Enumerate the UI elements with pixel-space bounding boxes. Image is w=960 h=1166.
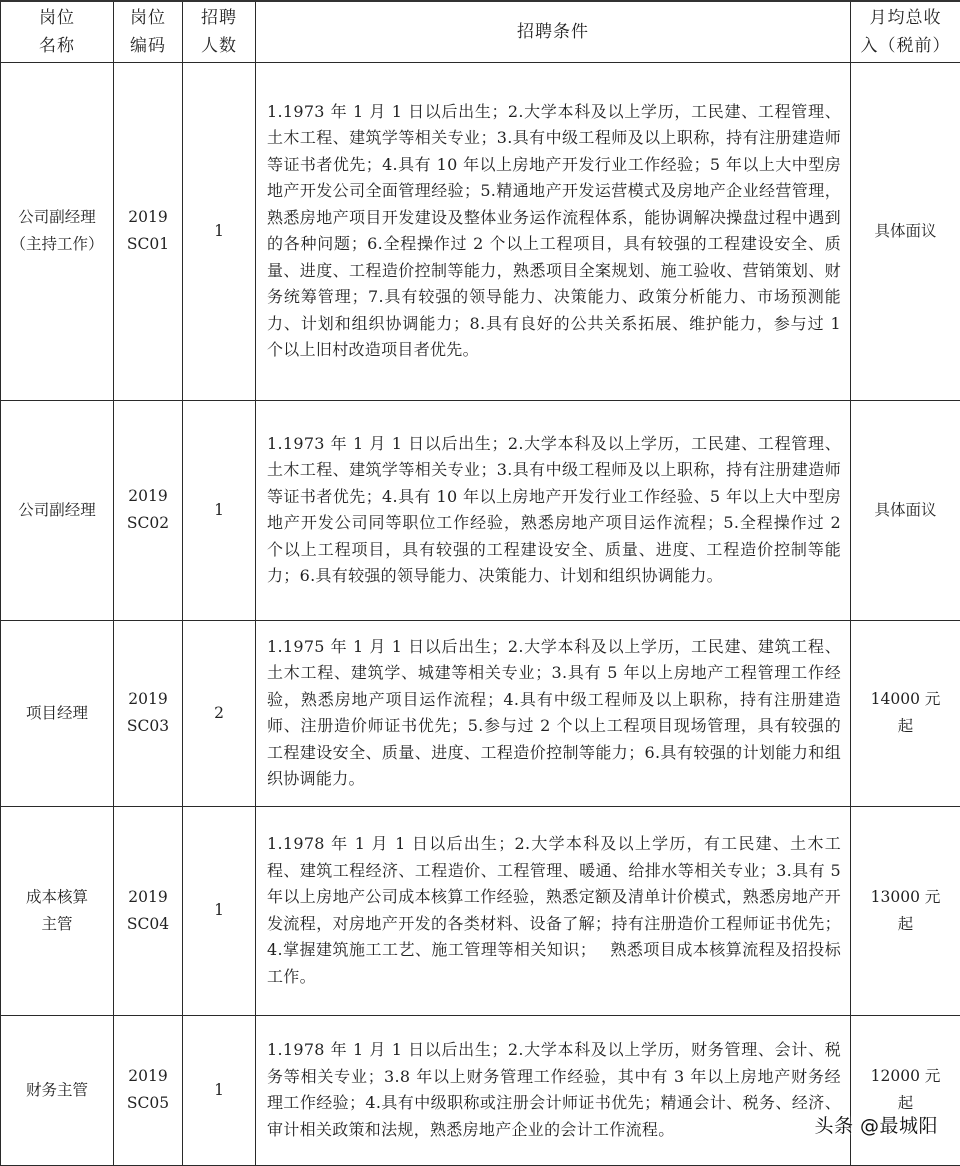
header-monthly-income: 月均总收 入（税前） — [851, 1, 960, 62]
requirements-text: 1.1978 年 1 月 1 日以后出生；2.大学本科及以上学历，财务管理、会计、税务等相关专业；3.8 年以上财务管理工作经验，其中有 3 年以上房地产财务经理工作经验；4.具有中级职称或注册会计师证书优先；精通会计、税务、经济、审计相关政策和法规，熟悉房地产企业的会计工作流程。 — [256, 1015, 851, 1165]
salary: 14000 元 起 — [851, 620, 960, 806]
position-code: 2019 SC02 — [114, 400, 183, 620]
table-row — [1, 400, 960, 620]
table-row — [1, 62, 960, 400]
position-code: 2019 SC05 — [114, 1015, 183, 1165]
headcount: 1 — [183, 806, 256, 1015]
header-row — [1, 1, 960, 62]
salary: 13000 元 起 — [851, 806, 960, 1015]
salary: 具体面议 — [851, 400, 960, 620]
headcount: 1 — [183, 400, 256, 620]
position-code: 2019 SC04 — [114, 806, 183, 1015]
header-position-code: 岗位 编码 — [114, 1, 183, 62]
headcount: 1 — [183, 1015, 256, 1165]
salary: 12000 元 起 — [851, 1015, 960, 1165]
position-code: 2019 SC03 — [114, 620, 183, 806]
requirements-text: 1.1973 年 1 月 1 日以后出生；2.大学本科及以上学历，工民建、工程管理、土木工程、建筑学等相关专业；3.具有中级工程师及以上职称，持有注册建造师等证书者优先；4.具有 10 年以上房地产开发行业工作经验；5 年以上大中型房地产开发公司全面管理经验；5.精通地产开发运营模式及房地产企业经营管理，熟悉房地产项目开发建设及整体业务运作流程体系，能协调解决操盘过程中遇到的各种问题；6.全程操作过 2 个以上工程项目，具有较强的工程建设安全、质量、进度、工程造价控制等能力，熟悉项目全案规划、施工验收、营销策划、财务统筹管理；7.具有较强的领导能力、决策能力、政策分析能力、市场预测能力、计划和组织协调能力；8.具有良好的公共关系拓展、维护能力，参与过 1 个以上旧村改造项目者优先。 — [256, 62, 851, 400]
headcount: 2 — [183, 620, 256, 806]
header-requirements: 招聘条件 — [256, 1, 851, 62]
position-name: 公司副经理 （主持工作） — [1, 62, 114, 400]
table-row — [1, 1015, 960, 1165]
position-name: 成本核算 主管 — [1, 806, 114, 1015]
position-name: 公司副经理 — [1, 400, 114, 620]
requirements-text: 1.1978 年 1 月 1 日以后出生；2.大学本科及以上学历，有工民建、土木工程、建筑工程经济、工程造价、工程管理、暖通、给排水等相关专业；3.具有 5 年以上房地产公司成本核算工作经验，熟悉定额及清单计价模式，熟悉房地产开发流程，对房地产开发的各类材料、设备了解；持有注册造价工程师证书优先；4.掌握建筑施工工艺、施工管理等相关知识； 熟悉项目成本核算流程及招投标工作。 — [256, 806, 851, 1015]
table-row — [1, 806, 960, 1015]
position-name: 项目经理 — [1, 620, 114, 806]
requirements-text: 1.1975 年 1 月 1 日以后出生；2.大学本科及以上学历，工民建、建筑工程、土木工程、建筑学、城建等相关专业；3.具有 5 年以上房地产工程管理工作经验，熟悉房地产项目运作流程；4.具有中级工程师及以上职称，持有注册建造师、注册造价师证书优先；5.参与过 2 个以上工程项目现场管理，具有较强的工程建设安全、质量、进度、工程造价控制等能力；6.具有较强的计划能力和组织协调能力。 — [256, 620, 851, 806]
header-headcount: 招聘 人数 — [183, 1, 256, 62]
header-position-name: 岗位 名称 — [1, 1, 114, 62]
position-name: 财务主管 — [1, 1015, 114, 1165]
position-code: 2019 SC01 — [114, 62, 183, 400]
headcount: 1 — [183, 62, 256, 400]
requirements-text: 1.1973 年 1 月 1 日以后出生；2.大学本科及以上学历，工民建、工程管理、土木工程、建筑学等相关专业；3.具有中级工程师及以上职称，持有注册建造师等证书者优先；4.具有 10 年以上房地产开发行业工作经验、5 年以上大中型房地产开发公司同等职位工作经验，熟悉房地产项目运作流程；5.全程操作过 2 个以上工程项目，具有较强的工程建设安全、质量、进度、工程造价控制等能力；6.具有较强的领导能力、决策能力、计划和组织协调能力。 — [256, 400, 851, 620]
table-row — [1, 620, 960, 806]
source-watermark: 头条 @最城阳 — [814, 1111, 938, 1138]
salary: 具体面议 — [851, 62, 960, 400]
